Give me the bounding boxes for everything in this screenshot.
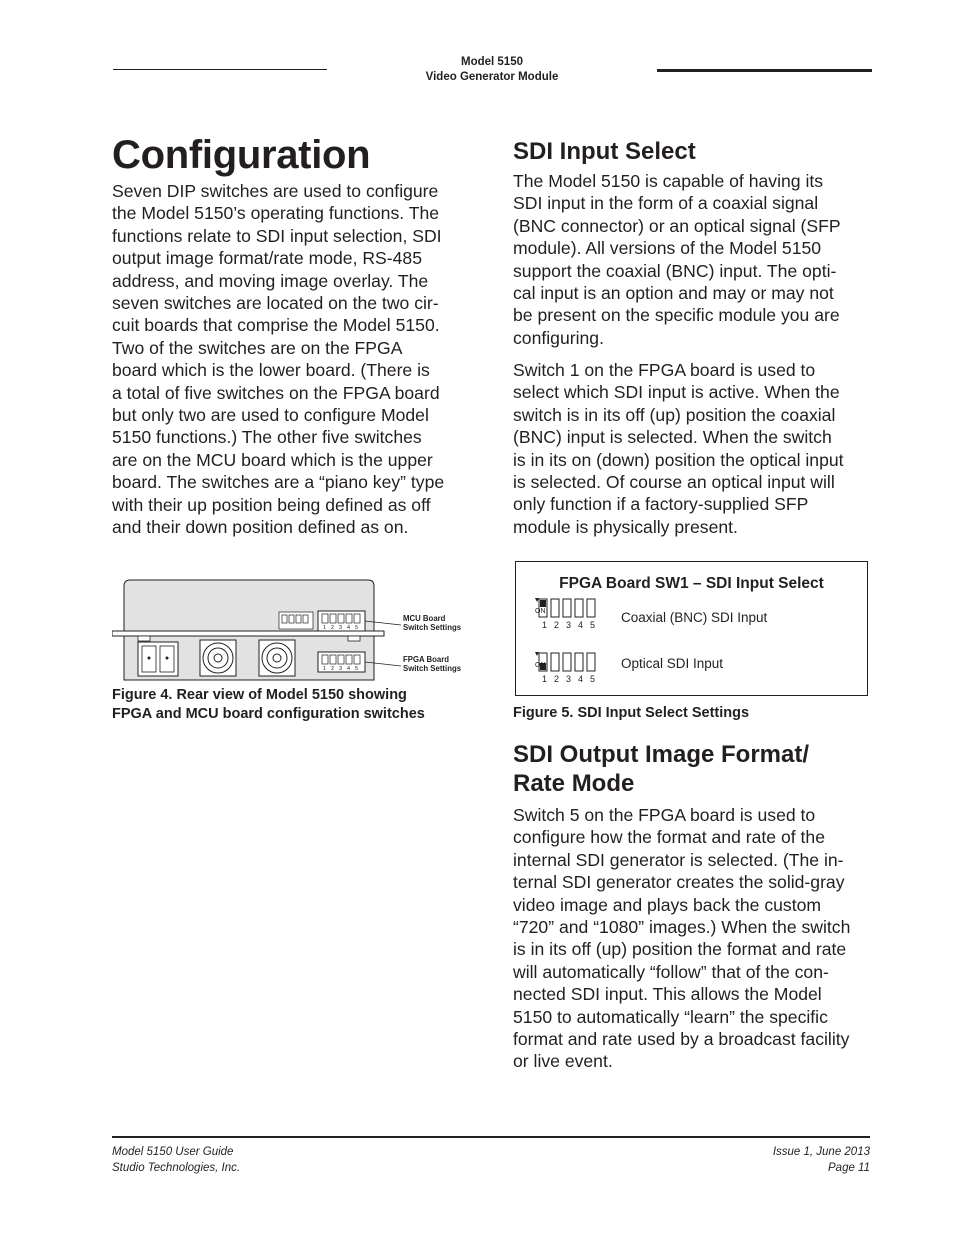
text-line: and their down position defined as on. xyxy=(112,517,409,538)
footer-issue: Issue 1, June 2013 xyxy=(772,1146,870,1158)
text-line: cal input is an option and may or may not xyxy=(513,283,834,304)
coaxial-dip-switch-diagram xyxy=(534,595,608,629)
switch1-off-position xyxy=(540,600,546,607)
header-rule-left xyxy=(113,69,327,70)
figure5-caption: Figure 5. SDI Input Select Settings xyxy=(513,705,750,721)
text-line: 5150 functions.) The other five switches xyxy=(112,427,422,448)
switch-number: 2 xyxy=(554,674,560,683)
header-model: Model 5150 xyxy=(461,56,523,68)
figure5-title: FPGA Board SW1 – SDI Input Select xyxy=(559,575,824,592)
figure4-caption xyxy=(112,686,425,724)
text-line: SDI input in the form of a coaxial signal xyxy=(513,193,819,214)
chassis-divider xyxy=(112,631,384,636)
running-header xyxy=(330,55,654,85)
fpga-switch-number: 3 xyxy=(339,666,343,672)
switch-number: 3 xyxy=(566,620,572,629)
mcu-switch-number: 2 xyxy=(331,625,335,631)
switch-number: 2 xyxy=(554,620,560,629)
sdi-output-heading xyxy=(513,740,809,798)
sdi-input-heading: SDI Input Select xyxy=(513,138,696,165)
mount-tab xyxy=(138,636,150,641)
mcu-switch-number: 5 xyxy=(355,625,359,631)
fpga-switch-number: 1 xyxy=(323,666,327,672)
text-line: configure how the format and rate of the xyxy=(513,827,825,848)
text-line: 5150 to automatically “learn” the specific xyxy=(513,1006,828,1027)
text-line: functions relate to SDI input selection, SDI xyxy=(112,225,442,246)
switch-number: 1 xyxy=(542,674,548,683)
on-arrow-icon xyxy=(535,652,539,656)
caption-line: FPGA and MCU board configuration switches xyxy=(112,706,425,722)
sdi-input-paragraph-2 xyxy=(513,359,844,538)
switch-number: 4 xyxy=(578,620,584,629)
text-line: only function if a factory-supplied SFP xyxy=(513,494,809,515)
text-line: board which is the lower board. (There is xyxy=(112,360,430,381)
coaxial-row-label: Coaxial (BNC) SDI Input xyxy=(621,610,768,625)
page-number: Page 11 xyxy=(828,1161,870,1174)
text-line: output image format/rate mode, RS-485 xyxy=(112,248,423,269)
text-line: seven switches are located on the two cir- xyxy=(112,293,439,314)
text-line: address, and moving image overlay. The xyxy=(112,270,429,291)
caption-line: Figure 4. Rear view of Model 5150 showing xyxy=(112,687,407,703)
rear-view-figure xyxy=(112,578,472,682)
text-line: (BNC connector) or an optical signal (SFP xyxy=(513,215,841,236)
text-line: is selected. Of course an optical input will xyxy=(513,472,835,493)
mcu-switch-number: 3 xyxy=(339,625,343,631)
sdi-output-paragraph xyxy=(513,804,850,1073)
heading-line: SDI Output Image Format/ xyxy=(513,741,810,768)
footer-rule xyxy=(112,1136,870,1138)
bnc-connector xyxy=(259,640,295,676)
switch-number: 1 xyxy=(542,620,548,629)
fpga-switch-number: 4 xyxy=(347,666,351,672)
text-line: module is physically present. xyxy=(513,516,738,537)
text-line: select which SDI input is active. When the xyxy=(513,382,840,403)
fpga-switches xyxy=(322,655,360,664)
footer-guide-title: Model 5150 User Guide xyxy=(112,1146,234,1158)
text-line: will automatically “follow” that of the con- xyxy=(513,961,829,982)
text-line: format and rate used by a broadcast facility xyxy=(513,1029,850,1050)
configuration-paragraph xyxy=(112,180,444,539)
text-line: a total of five switches on the FPGA board xyxy=(112,382,440,403)
text-line: the Model 5150’s operating functions. The xyxy=(112,203,440,224)
mount-tab xyxy=(348,636,360,641)
text-line: Switch 1 on the FPGA board is used to xyxy=(513,360,816,380)
text-line: Switch 5 on the FPGA board is used to xyxy=(513,805,816,825)
mcu-switches xyxy=(322,614,360,623)
heading-line: Rate Mode xyxy=(513,770,635,797)
text-line: board. The switches are a “piano key” type xyxy=(112,472,445,493)
optical-dip-switch-diagram xyxy=(534,649,608,683)
text-line: but only two are used to configure Model xyxy=(112,405,429,426)
text-line: or live event. xyxy=(513,1051,613,1072)
text-line: switch is in its off (up) position the coaxial xyxy=(513,404,836,425)
text-line: support the coaxial (BNC) input. The opti- xyxy=(513,260,837,281)
mcu-aux-switches xyxy=(279,612,313,629)
mcu-label-line2: Switch Settings xyxy=(403,623,462,632)
header-rule-right xyxy=(657,69,872,72)
text-line: cuit boards that comprise the Model 5150. xyxy=(112,315,440,336)
text-line: configuring. xyxy=(513,327,604,348)
text-line: nected SDI input. This allows the Model xyxy=(513,984,822,1005)
footer-left xyxy=(112,1145,240,1176)
footer-right xyxy=(620,1145,870,1176)
mcu-label-line1: MCU Board xyxy=(403,614,446,623)
bnc-connector xyxy=(200,640,236,676)
text-line: (BNC) input is selected. When the switch xyxy=(513,427,832,448)
text-line: are on the MCU board which is the upper xyxy=(112,449,433,470)
on-label: ON xyxy=(535,608,546,615)
switch-number: 4 xyxy=(578,674,584,683)
switch-number: 5 xyxy=(590,620,596,629)
text-line: Seven DIP switches are used to configure xyxy=(112,181,439,201)
text-line: is in its off (up) position the format and rate xyxy=(513,939,847,960)
text-line: The Model 5150 is capable of having its xyxy=(513,171,824,191)
fpga-switch-number: 5 xyxy=(355,666,359,672)
text-line: “720” and “1080” images.) When the switch xyxy=(513,917,851,938)
text-line: is in its on (down) position the optical input xyxy=(513,449,844,470)
text-line: video image and plays back the custom xyxy=(513,894,822,915)
page-title: Configuration xyxy=(112,133,371,177)
switch-number: 5 xyxy=(590,674,596,683)
header-product: Video Generator Module xyxy=(425,71,559,83)
fpga-label-line1: FPGA Board xyxy=(403,655,450,664)
text-line: ternal SDI generator creates the solid-gray xyxy=(513,872,845,893)
mcu-switch-number: 1 xyxy=(323,625,327,631)
text-line: Two of the switches are on the FPGA xyxy=(112,337,403,358)
sdi-input-paragraph-1 xyxy=(513,170,841,349)
sdi-input-select-figure xyxy=(515,561,868,696)
text-line: with their up position being defined as off xyxy=(112,494,431,515)
fpga-label-line2: Switch Settings xyxy=(403,664,462,673)
mcu-switch-number: 4 xyxy=(347,625,351,631)
fpga-switch-number: 2 xyxy=(331,666,335,672)
text-line: be present on the specific module you are xyxy=(513,305,840,326)
on-label: ON xyxy=(535,662,546,669)
text-line: module). All versions of the Model 5150 xyxy=(513,238,822,259)
text-line: internal SDI generator is selected. (The in- xyxy=(513,849,844,870)
optical-row-label: Optical SDI Input xyxy=(621,656,724,671)
switch-number: 3 xyxy=(566,674,572,683)
footer-company: Studio Technologies, Inc. xyxy=(112,1161,241,1174)
